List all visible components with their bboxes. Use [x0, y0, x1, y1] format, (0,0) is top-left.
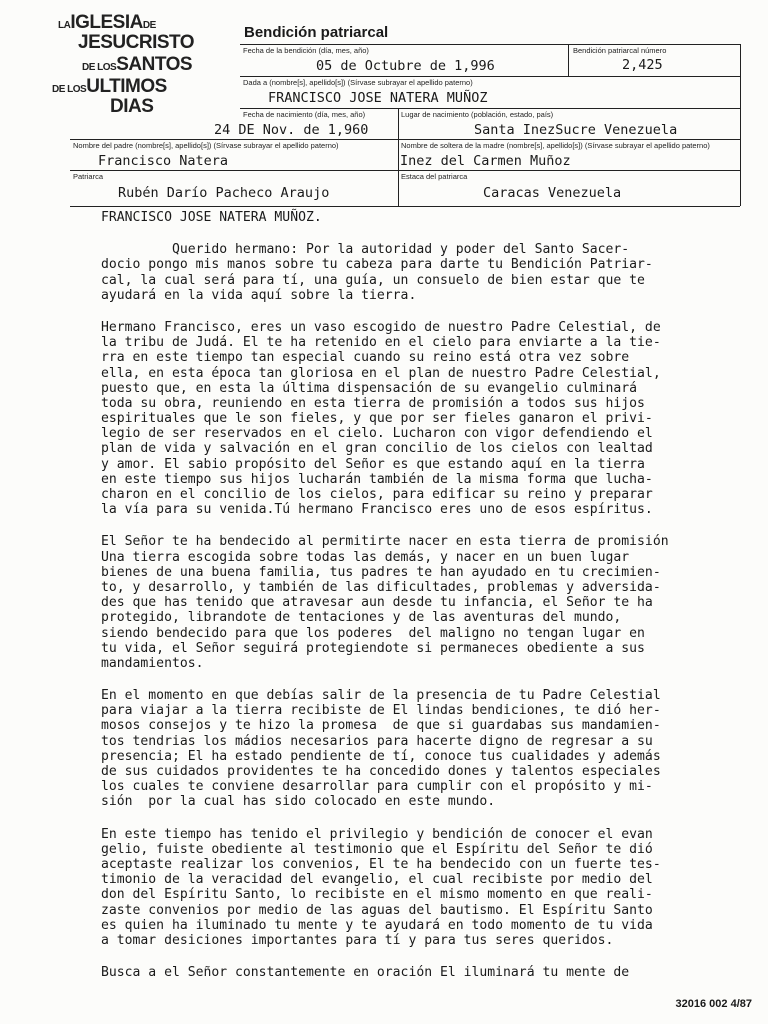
form-rule — [70, 139, 740, 140]
text-line: des que has tenido que atravesar aun desde tu infancia, el Señor te ha — [101, 595, 653, 611]
blessing-date-value: 05 de Octubre de 1,996 — [316, 58, 495, 74]
mother-name-label: Nombre de soltera de la madre (nombre[s], apellido[s]) (Sírvase subrayar el apellido paterno) — [401, 141, 710, 150]
form-rule — [240, 76, 740, 77]
paragraph — [101, 320, 756, 517]
form-divider — [398, 108, 399, 206]
text-line: gelio, fuiste obediente al testimonio que el Espíritu del Señor te dió — [101, 841, 653, 857]
text-line: y amor. El sabio propósito del Señor es que estando aquí en la tierra — [101, 456, 645, 472]
paragraph — [101, 534, 756, 671]
blessing-number-label: Bendición patriarcal número — [573, 46, 667, 55]
stake-value: Caracas Venezuela — [483, 185, 622, 201]
patriarch-value: Rubén Darío Pacheco Araujo — [118, 185, 330, 201]
logo-line4-prefix: DE LOS — [52, 84, 87, 95]
form-rule — [70, 170, 740, 171]
text-line: en este tiempo sus hijos lucharán también de la misma forma que lucha- — [101, 471, 653, 487]
logo-line1: IGLESIA — [70, 12, 143, 33]
text-line: mosos consejos y te hizo la promesa de que si guardabas sus mandamien- — [101, 718, 661, 734]
text-line: la tribu de Judá. El te ha retenido en el cielo para enviarte a la tie- — [101, 335, 661, 351]
form-divider — [740, 44, 741, 206]
text-line: bienes de una buena familia, tus padres te han ayudado en tu crecimien- — [101, 564, 661, 580]
text-line: a tomar desiciones importantes para tí y para tus seres queridos. — [101, 932, 614, 948]
father-name-label: Nombre del padre (nombre[s], apellido[s]) (Sírvase subrayar el apellido paterno) — [73, 141, 339, 150]
text-line: charon en el concilio de los cielos, para edificar su reino y preparar — [101, 487, 653, 502]
paragraph — [101, 688, 756, 810]
given-to-value: FRANCISCO JOSE NATERA MUÑOZ — [268, 90, 488, 106]
text-line: ella, en esta época tan gloriosa en el plan de nuestro Padre Celestial, — [101, 365, 661, 381]
text-line: Hermano Francisco, eres un vaso escogido de nuestro Padre Celestial, de — [101, 319, 661, 335]
text-line: puesto que, en esta la última dispensación de su evangelio culminará — [101, 380, 638, 396]
paragraph — [101, 965, 756, 980]
birth-place-value: Santa InezSucre Venezuela — [474, 122, 678, 138]
text-line: protegido, librandote de tentaciones y de las aventuras del mundo, — [101, 610, 622, 626]
text-line: to, y desarrollo, y también de las dificultades, problemas y adversida- — [101, 579, 661, 595]
form-rule — [240, 44, 740, 45]
blessing-number-value: 2,425 — [622, 57, 663, 73]
logo-line4: ULTIMOS — [86, 76, 167, 97]
text-line: En el momento en que debías salir de la presencia de tu Padre Celestial — [101, 688, 661, 704]
text-line: rra en este tiempo tan especial cuando su reino está otra vez sobre — [101, 350, 630, 366]
text-line: de sus cuidados providentes te ha concedido dones y talentos especiales — [101, 764, 661, 779]
text-line: los cuales te conviene desarrollar para cumplir con el propósito y mi- — [101, 779, 653, 795]
text-line: legio de ser reservados en el cielo. Lucharon con vigor defendiendo el — [101, 426, 653, 442]
stake-label: Estaca del patriarca — [401, 172, 468, 181]
text-line: En este tiempo has tenido el privilegio y bendición de conocer el evan — [101, 826, 653, 842]
form-code: 32016 002 4/87 — [675, 998, 752, 1010]
form-rule — [70, 206, 740, 207]
logo-line1-prefix: LA — [58, 20, 71, 31]
logo-line2: JESUCRISTO — [78, 32, 195, 53]
logo-line5: DIAS — [110, 96, 154, 117]
text-line: Querido hermano: Por la autoridad y poder del Santo Sacer- — [101, 242, 630, 258]
text-line: presencia; El ha estado pendiente de tí, conoce tus cualidades y además — [101, 748, 661, 764]
text-line: ayudará en la vida aquí sobre la tierra. — [101, 287, 417, 303]
birth-date-label: Fecha de nacimiento (día, mes, año) — [243, 110, 366, 119]
logo-line1-suffix: DE — [142, 20, 156, 31]
text-line: timonio de la veracidad del evangelio, el cual recibiste por medio del — [101, 872, 653, 888]
text-line: toda su obra, reuniendo en esta tierra de promisión a todos sus hijos — [101, 395, 645, 411]
text-line: don del Espíritu Santo, lo recibiste en el mismo momento en que reali- — [101, 887, 653, 903]
given-to-label: Dada a (nombre[s], apellido[s]) (Sírvase subrayar el apellido paterno) — [243, 78, 473, 87]
text-line: para viajar a la tierra recibiste de El lindas bendiciones, te dió her- — [101, 703, 661, 719]
text-line: sión por la cual has sido colocado en este mundo. — [101, 794, 496, 810]
text-line: es quien ha iluminado tu mente y te ayudará en todo momento de tu vida — [101, 917, 653, 933]
logo-line3: SANTOS — [116, 54, 193, 75]
logo-line3-prefix: DE LOS — [82, 62, 117, 73]
text-line: espirituales que le son fieles, y que por ser fieles ganaron el privi- — [101, 411, 653, 427]
text-line: la vía para su venida.Tú hermano Francisco eres uno de esos espíritus. — [101, 502, 653, 518]
text-line: aceptaste realizar los convenios, El te ha bendecido con un fuerte tes- — [101, 856, 661, 872]
text-line: mandamientos. — [101, 655, 204, 671]
text-line: siendo bendecido para que los poderes del maligno no tengan lugar en — [101, 625, 645, 641]
text-line: tu vida, el Señor seguirá protegiendote si permaneces obediente a sus — [101, 640, 645, 656]
text-line: docio pongo mis manos sobre tu cabeza para darte tu Bendición Patriar- — [101, 257, 653, 273]
text-line: cal, la cual será para tí, una guía, un consuelo de bien estar que te — [101, 272, 645, 288]
patriarch-label: Patriarca — [73, 172, 104, 181]
text-line: Una tierra escogida sobre todas las demás, y nacer en un buen lugar — [101, 549, 630, 565]
mother-name-value: Inez del Carmen Muñoz — [400, 153, 571, 169]
form-divider — [568, 44, 569, 76]
father-name-value: Francisco Natera — [98, 153, 229, 169]
paragraph — [101, 242, 756, 303]
birth-date-value: 24 DE Nov. de 1,960 — [214, 122, 369, 138]
form-rule — [240, 108, 740, 109]
blessing-date-label: Fecha de la bendición (día, mes, año) — [243, 46, 369, 55]
text-line: El Señor te ha bendecido al permitirte nacer en esta tierra de promisión — [101, 534, 669, 550]
recipient-name: FRANCISCO JOSE NATERA MUÑOZ. — [101, 210, 322, 225]
birth-place-label: Lugar de nacimiento (población, estado, país) — [401, 110, 554, 119]
blessing-text — [101, 210, 756, 980]
text-line: zaste convenios por medio de las aguas del bautismo. El Espíritu Santo — [101, 902, 653, 918]
form-title: Bendición patriarcal — [244, 24, 389, 41]
text-line: tos tendrias los mádios necesarios para hacerte digno de regresar a su — [101, 733, 653, 749]
paragraph — [101, 827, 756, 949]
text-line: plan de vida y salvación en el gran concilio de los cielos con lealtad — [101, 441, 653, 457]
text-line: Busca a el Señor constantemente en oración El iluminará tu mente de — [101, 965, 630, 981]
